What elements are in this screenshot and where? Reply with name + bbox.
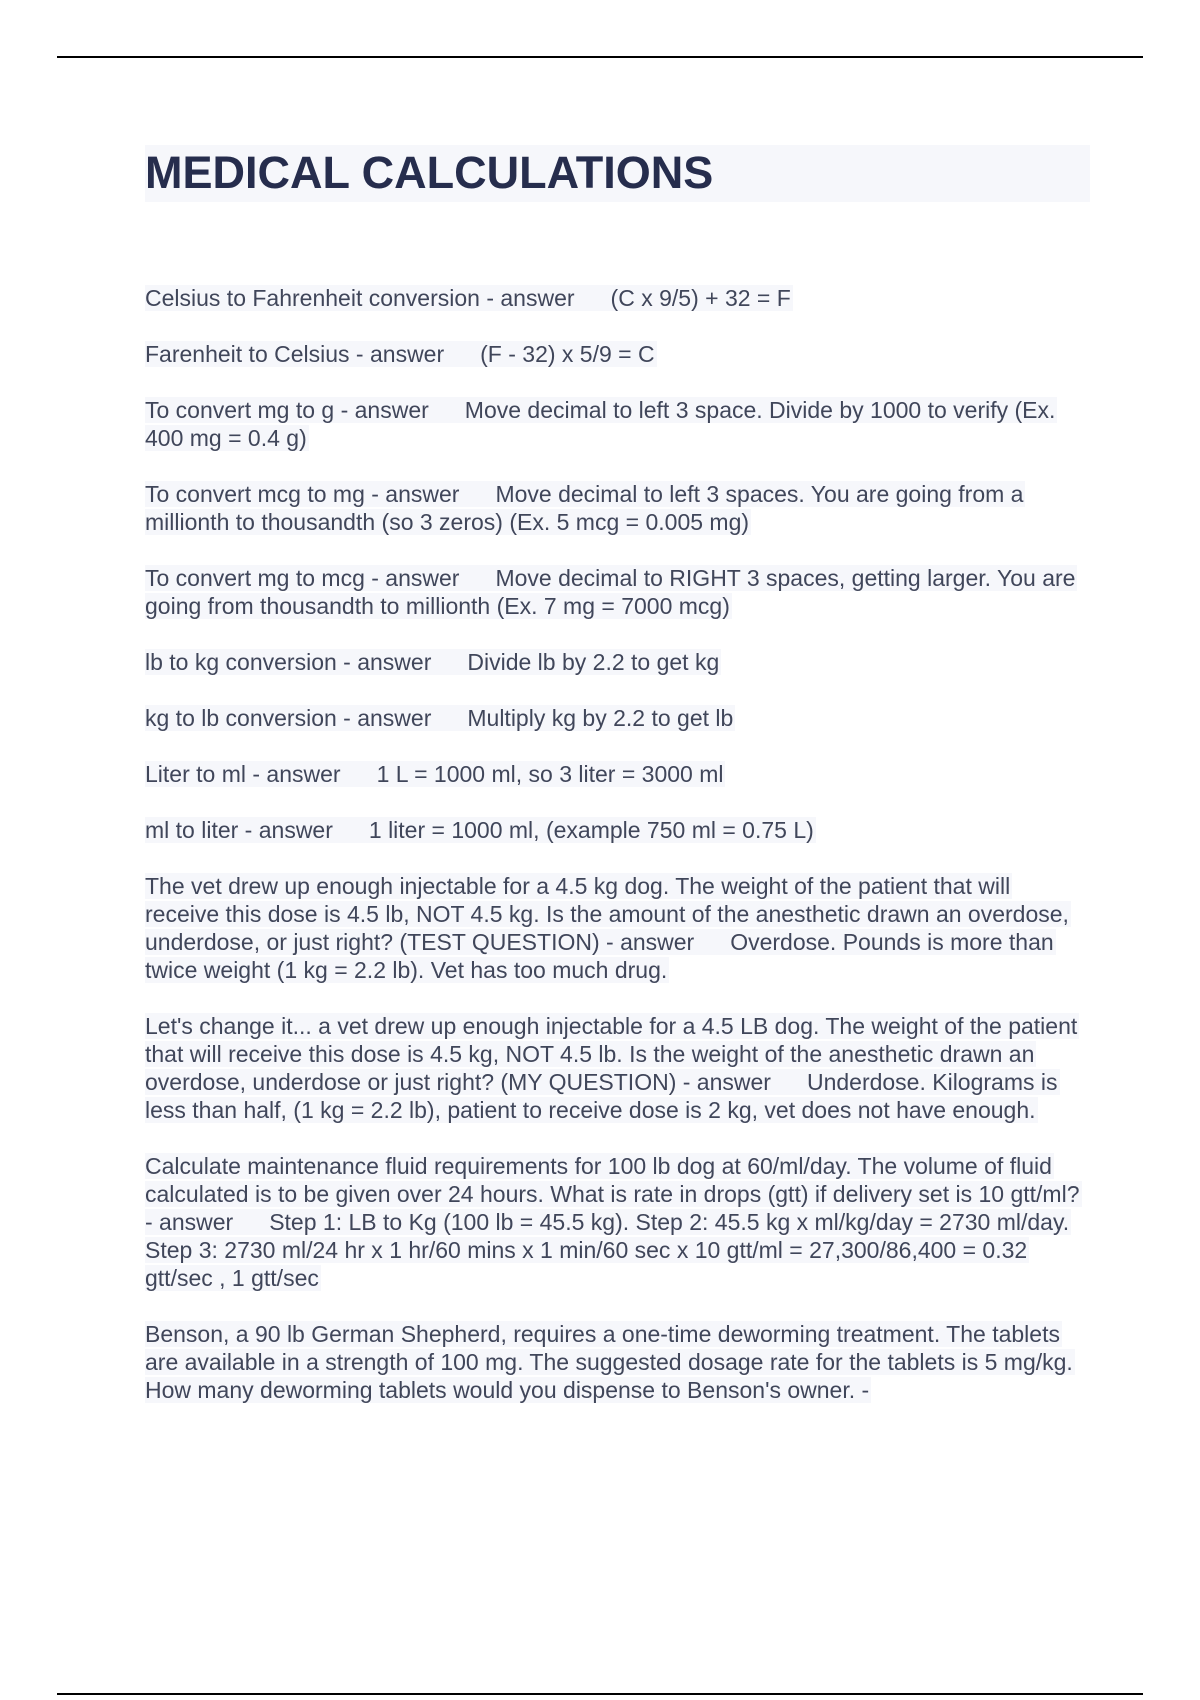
answer-text: Move decimal to left 3 spaces. You are going from a millionth to thousandth (so 3 zeros) (Ex. 5 mcg = 0.005 mg) [145,481,1024,535]
flashcard-item [145,284,1090,312]
answer-separator: - answer [245,761,341,787]
answer-text: (C x 9/5) + 32 = F [610,285,791,311]
flashcard-item [145,480,1090,536]
flashcard-list [145,284,1090,1432]
answer-separator: - [855,1377,870,1403]
question-text: ml to liter [145,817,239,843]
question-text: Farenheit to Celsius [145,341,350,367]
answer-separator: - answer [334,397,429,423]
question-text: Liter to ml [145,761,246,787]
question-text: Celsius to Fahrenheit conversion [145,285,480,311]
flashcard-item [145,704,1090,732]
question-text: Benson, a 90 lb German Shepherd, requires a one-time deworming treatment. The tablets are available in a strength of 100 mg. The suggested dosage rate for the tablets is 5 mg/kg. How many deworming tablets would you dispense to Benson's owner. [145,1321,1073,1403]
question-text: Let's change it... a vet drew up enough injectable for a 4.5 LB dog. The weight of the patient that will receive this dose is 4.5 kg, NOT 4.5 lb. Is the weight of the anesthetic drawn an overdose, underdose or just right? (MY QUESTION) [145,1013,1078,1095]
answer-text: Divide lb by 2.2 to get kg [467,649,720,675]
flashcard-item [145,760,1090,788]
answer-text: Step 1: LB to Kg (100 lb = 45.5 kg). Step 2: 45.5 kg x ml/kg/day = 2730 ml/day. Step 3: 2730 ml/24 hr x 1 hr/60 mins x 1 min/60 sec x 10 gtt/ml = 27,300/86,400 = 0.32 gtt/sec , 1 gtt/sec [145,1209,1070,1291]
answer-separator: - answer [336,649,432,675]
answer-separator: - answer [145,1209,234,1235]
flashcard-item [145,1320,1090,1404]
header-rule [57,56,1143,58]
flashcard-item [145,1152,1090,1292]
flashcard-item [145,872,1090,984]
answer-separator: - answer [599,929,695,955]
flashcard-item [145,816,1090,844]
page-title: MEDICAL CALCULATIONS [145,147,714,198]
footer-rule [57,1693,1143,1695]
answer-text: Overdose. Pounds is more than twice weight (1 kg = 2.2 lb). Vet has too much drug. [145,929,1054,983]
answer-separator: - answer [238,817,333,843]
question-text: lb to kg conversion [145,649,337,675]
flashcard-item [145,564,1090,620]
question-text: Calculate maintenance fluid requirements for 100 lb dog at 60/ml/day. The volume of fluid calculated is to be given over 24 hours. What is rate in drops (gtt) if delivery set is 10 gtt/ml? [145,1153,1080,1207]
question-text: To convert mg to g [145,397,335,423]
question-text: To convert mg to mcg [145,565,365,591]
answer-text: 1 liter = 1000 ml, (example 750 ml = 0.75 L) [368,817,814,843]
question-text: The vet drew up enough injectable for a 4.5 kg dog. The weight of the patient that will receive this dose is 4.5 lb, NOT 4.5 kg. Is the amount of the anesthetic drawn an overdose, underdose, or just right? (TEST QUESTION) [145,873,1069,955]
answer-separator: - answer [479,285,575,311]
flashcard-item [145,1012,1090,1124]
answer-separator: - answer [364,481,460,507]
answer-separator: - answer [676,1069,771,1095]
answer-separator: - answer [349,341,445,367]
answer-separator: - answer [364,565,460,591]
answer-text: Multiply kg by 2.2 to get lb [467,705,734,731]
answer-text: (F - 32) x 5/9 = C [480,341,655,367]
answer-separator: - answer [336,705,432,731]
flashcard-item [145,648,1090,676]
question-text: To convert mcg to mg [145,481,365,507]
flashcard-item [145,340,1090,368]
answer-text: Move decimal to left 3 space. Divide by 1000 to verify (Ex. 400 mg = 0.4 g) [145,397,1056,451]
answer-text: 1 L = 1000 ml, so 3 liter = 3000 ml [376,761,724,787]
answer-text: Underdose. Kilograms is less than half, (1 kg = 2.2 lb), patient to receive dose is 2 kg, vet does not have enough. [145,1069,1058,1123]
flashcard-item [145,396,1090,452]
question-text: kg to lb conversion [145,705,337,731]
answer-text: Move decimal to RIGHT 3 spaces, getting larger. You are going from thousandth to millionth (Ex. 7 mg = 7000 mcg) [145,565,1076,619]
